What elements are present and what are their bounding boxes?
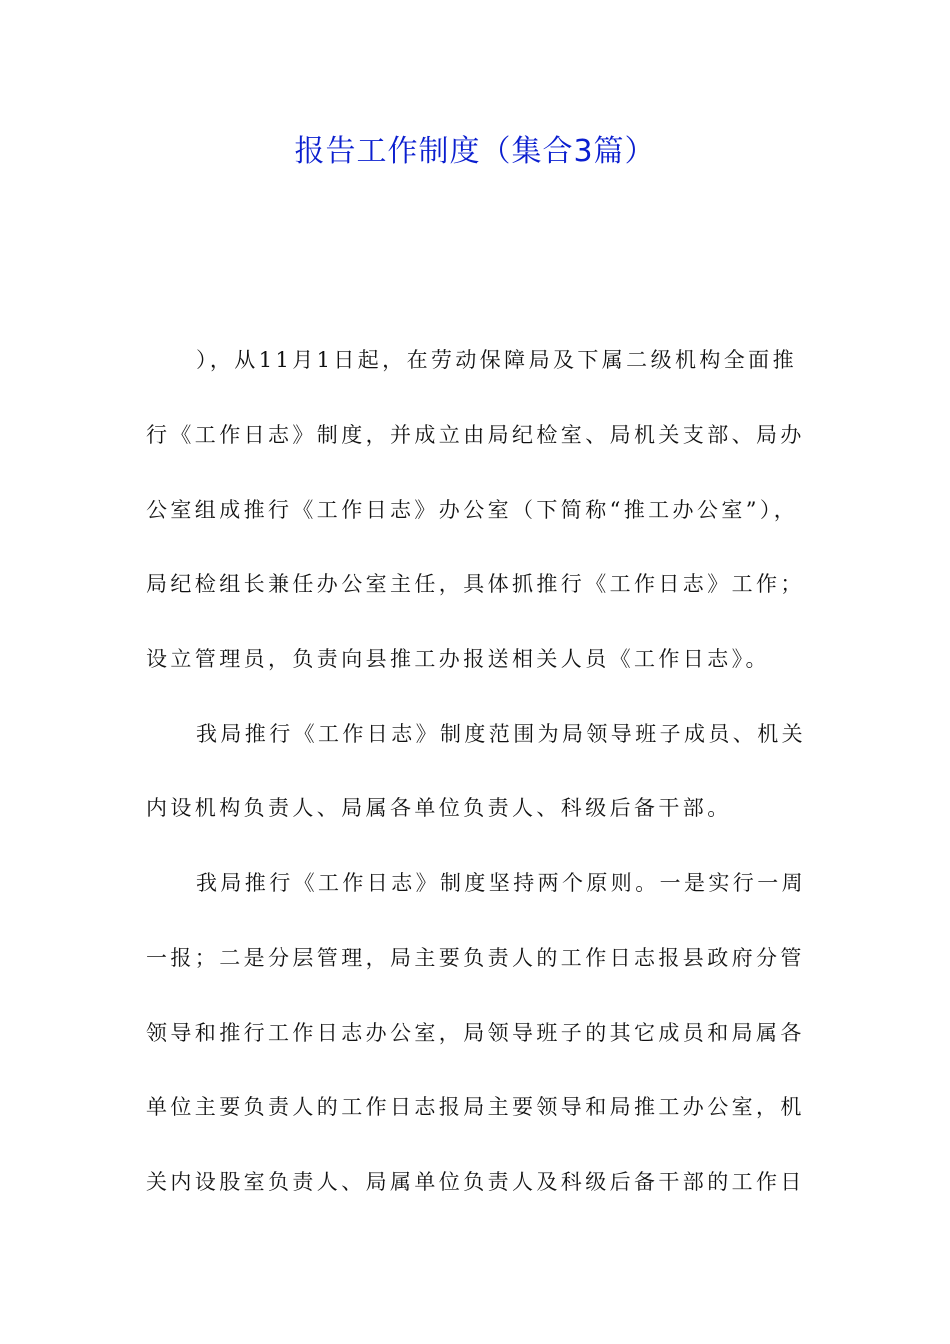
- paragraph-line: 关内设股室负责人、局属单位负责人及科级后备干部的工作日: [146, 1170, 805, 1194]
- paragraph-line: 一报；二是分层管理，局主要负责人的工作日志报县政府分管: [146, 946, 805, 970]
- paragraph-line: 领导和推行工作日志办公室，局领导班子的其它成员和局属各: [146, 1021, 805, 1045]
- paragraph-line: 内设机构负责人、局属各单位负责人、科级后备干部。: [146, 796, 732, 820]
- document-title: 报告工作制度（集合3篇）: [294, 134, 656, 169]
- paragraph-line: 我局推行《工作日志》制度范围为局领导班子成员、机关: [196, 722, 806, 746]
- paragraph-line: 局纪检组长兼任办公室主任，具体抓推行《工作日志》工作；: [146, 572, 805, 596]
- paragraph-line: 设立管理员，负责向县推工办报送相关人员《工作日志》。: [146, 647, 770, 671]
- paragraph-line: 行《工作日志》制度，并成立由局纪检室、局机关支部、局办: [146, 423, 805, 447]
- paragraph-line: 我局推行《工作日志》制度坚持两个原则。一是实行一周: [196, 871, 806, 895]
- paragraph-line: 公室组成推行《工作日志》办公室（下简称“推工办公室”），: [146, 498, 799, 522]
- paragraph-line: 单位主要负责人的工作日志报局主要领导和局推工办公室，机: [146, 1095, 805, 1119]
- paragraph-line: ），从11月1日起，在劳动保障局及下属二级机构全面推: [196, 348, 797, 372]
